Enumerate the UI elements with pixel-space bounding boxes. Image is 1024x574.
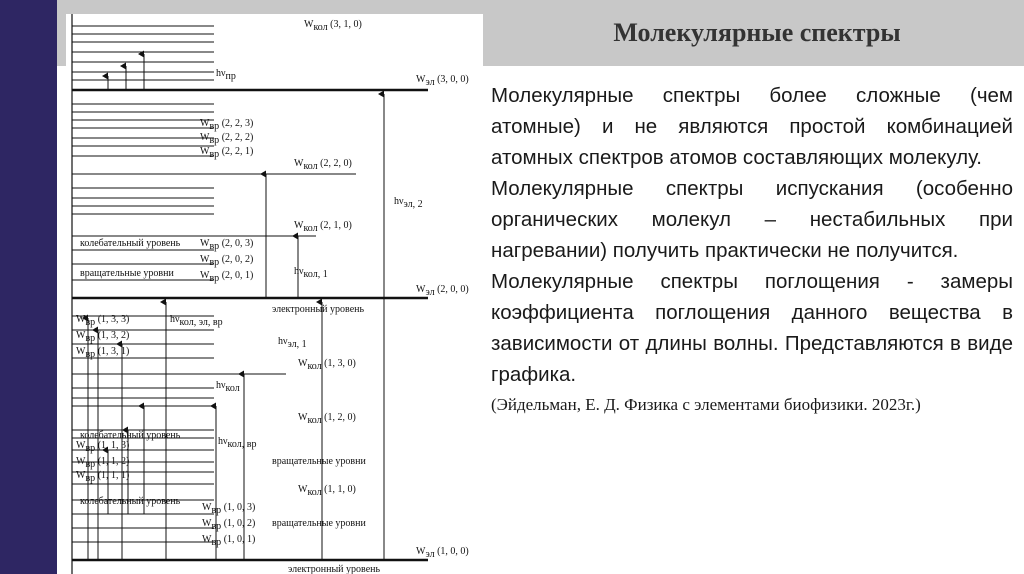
body-paragraph: Молекулярные спектры поглощения - замеры коэффициента поглощения данного вещества в зависимости от длины волны. Представляются в виде графика.: [491, 270, 1013, 386]
level-label: Wвр (1, 1, 1): [76, 470, 130, 484]
level-label: Wвр (2, 2, 3): [200, 118, 254, 132]
level-label: Wкол (1, 1, 0): [298, 484, 356, 498]
section-label: электронный уровень: [272, 304, 365, 315]
level-label: Wвр (1, 1, 2): [76, 456, 130, 470]
left-accent-bar: [0, 0, 57, 574]
level-label: Wэл (1, 0, 0): [416, 546, 469, 560]
level-label: Wвр (1, 0, 1): [202, 534, 256, 548]
level-label: Wвр (2, 2, 2): [200, 132, 254, 146]
level-label: Wвр (1, 1, 3): [76, 440, 130, 454]
level-label: Wвр (2, 0, 2): [200, 254, 254, 268]
energy-level-diagram: [66, 14, 483, 574]
energy-level-svg: [66, 14, 483, 574]
transition-label: hνэл, 2: [394, 196, 423, 210]
level-label: Wкол (3, 1, 0): [304, 19, 362, 33]
citation: (Эйдельман, Е. Д. Физика с элементами биофизики. 2023г.): [491, 395, 921, 414]
section-label: колебательный уровень: [80, 496, 181, 507]
section-label: вращательные уровни: [80, 268, 174, 279]
transition-label: hνкол: [216, 380, 240, 394]
levels-group-3: [72, 26, 428, 90]
level-label: Wвр (2, 0, 1): [200, 270, 254, 284]
level-label: Wвр (2, 0, 3): [200, 238, 254, 252]
body-paragraph: Молекулярные спектры более сложные (чем атомные) и не являются простой комбинацией атомных спектров атомов составляющих молекулу.: [491, 84, 1013, 169]
section-label: вращательные уровни: [272, 456, 366, 467]
slide-body: [491, 80, 1013, 418]
level-label: Wвр (1, 0, 3): [202, 502, 256, 516]
section-label: колебательный уровень: [80, 238, 181, 249]
level-label: Wкол (1, 2, 0): [298, 412, 356, 426]
level-label: Wэл (2, 0, 0): [416, 284, 469, 298]
section-label: колебательный уровень: [80, 430, 181, 441]
transition-label: hνкол, 1: [294, 266, 328, 280]
transition-label: hνэл, 1: [278, 336, 307, 350]
level-label: Wкол (2, 1, 0): [294, 220, 352, 234]
level-label: Wвр (1, 3, 3): [76, 314, 130, 328]
level-label: Wвр (1, 3, 1): [76, 346, 130, 360]
level-label: Wвр (1, 0, 2): [202, 518, 256, 532]
level-label: Wвр (1, 3, 2): [76, 330, 130, 344]
level-label: Wкол (1, 3, 0): [298, 358, 356, 372]
transition-label: hνпр: [216, 68, 236, 82]
transition-label: hνкол, эл, вр: [170, 314, 223, 328]
level-label: Wвр (2, 2, 1): [200, 146, 254, 160]
transition-label: hνкол, вр: [218, 436, 257, 450]
body-paragraph: Молекулярные спектры испускания (особенно органических молекул – нестабильных при нагревании) получить практически не получится.: [491, 177, 1013, 262]
level-label: Wкол (2, 2, 0): [294, 158, 352, 172]
section-label: электронный уровень: [288, 564, 381, 574]
slide-title: Молекулярные спектры: [613, 18, 901, 47]
section-label: вращательные уровни: [272, 518, 366, 529]
level-label: Wэл (3, 0, 0): [416, 74, 469, 88]
